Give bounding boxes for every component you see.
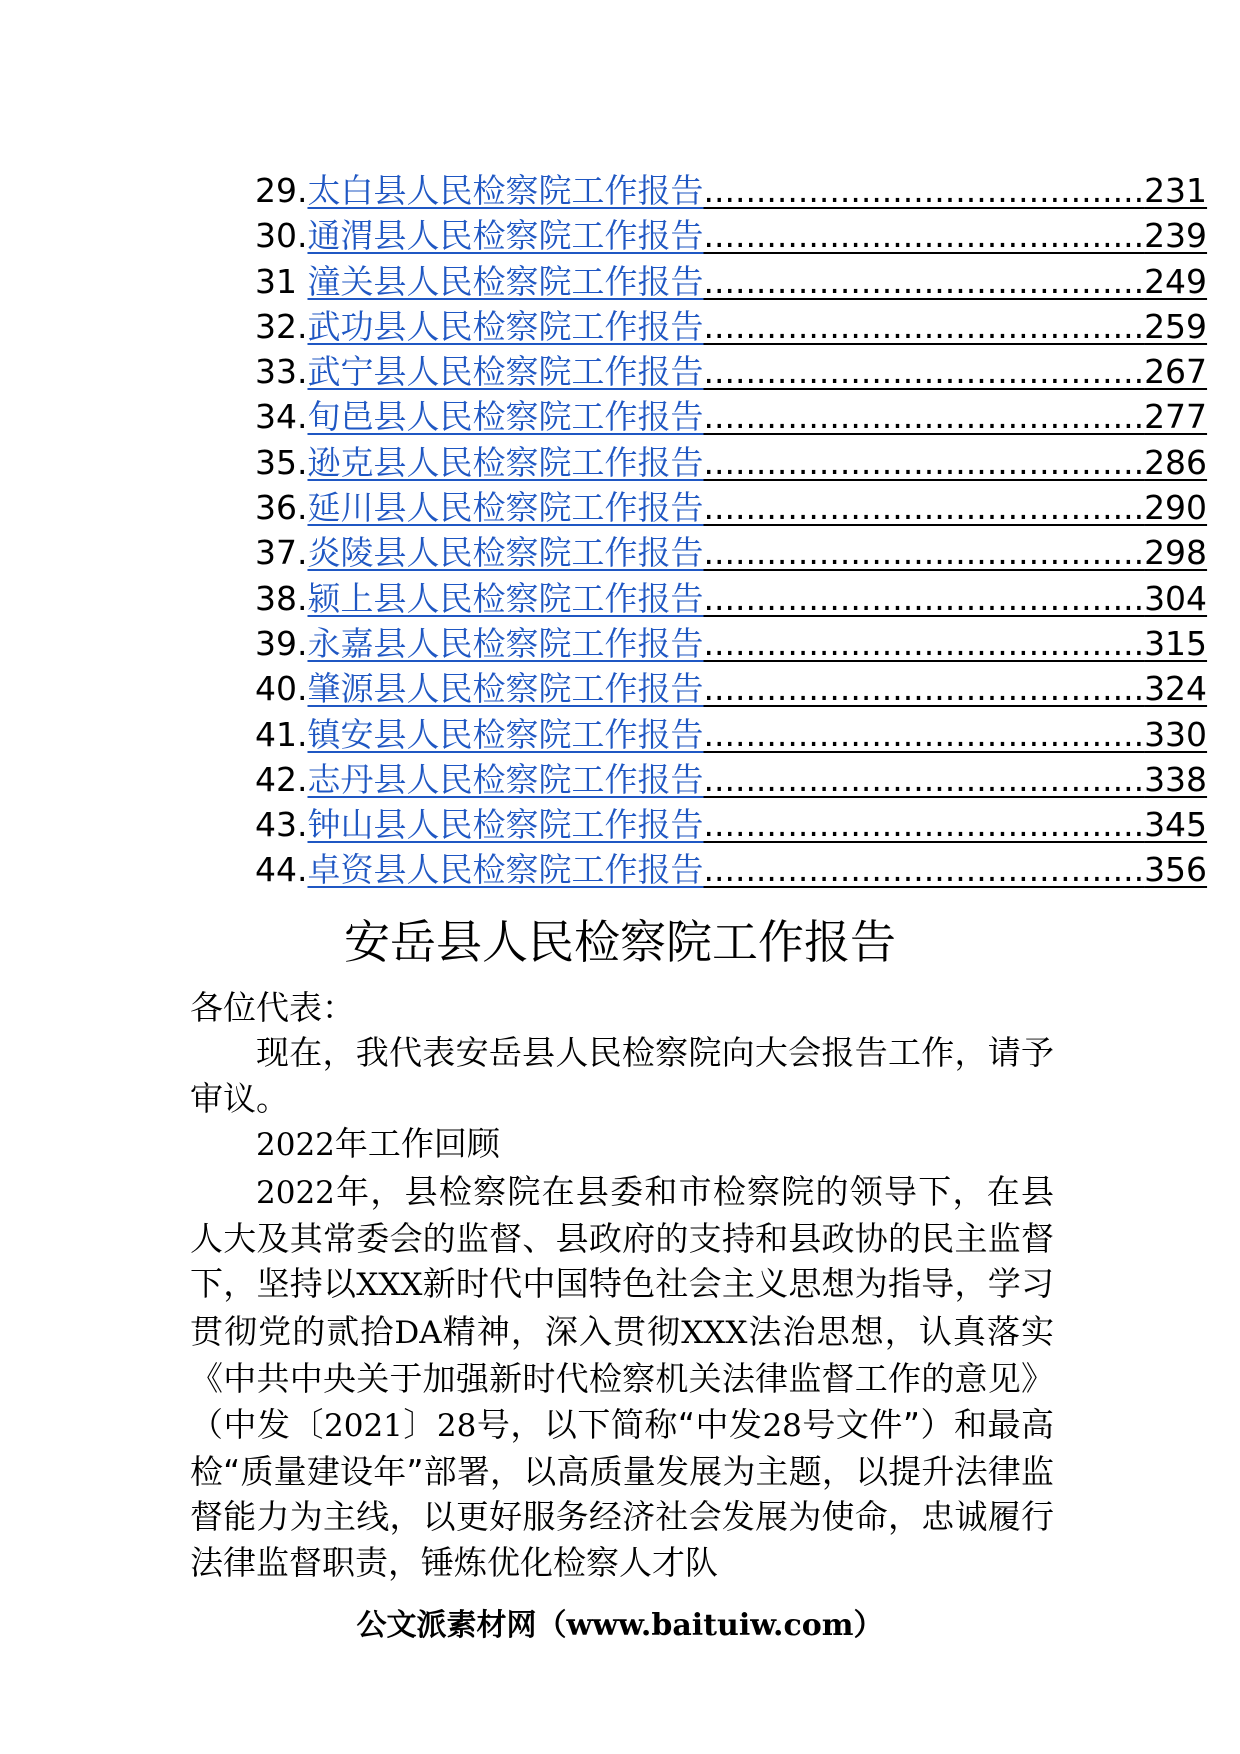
toc-leader: .......................................... <box>703 669 1145 709</box>
toc-number: 32. <box>255 306 308 346</box>
body-paragraph <box>190 1169 1054 1586</box>
toc-link[interactable]: 钟山县人民检察院工作报告 <box>307 805 704 845</box>
toc-page-number: 249 <box>1144 261 1208 301</box>
toc-entry[interactable] <box>255 847 1208 892</box>
toc-leader: .......................................... <box>703 442 1145 482</box>
paragraph-run: XXX <box>681 1314 748 1351</box>
toc-entry[interactable] <box>255 213 1208 258</box>
toc-number: 42. <box>255 759 308 799</box>
toc-entry[interactable] <box>255 757 1208 802</box>
toc-number: 30. <box>255 216 308 256</box>
toc-page-number: 239 <box>1144 216 1208 256</box>
toc-page-number: 290 <box>1144 488 1208 528</box>
toc-leader: .......................................... <box>703 306 1145 346</box>
toc-leader: .......................................... <box>703 850 1145 890</box>
document-title: 安岳县人民检察院工作报告 <box>344 915 896 969</box>
section-year: 2022 <box>256 1127 335 1164</box>
toc-link[interactable]: 镇安县人民检察院工作报告 <box>307 714 704 754</box>
toc-entry[interactable] <box>255 304 1208 349</box>
toc-entry[interactable] <box>255 485 1208 530</box>
toc-page-number: 315 <box>1144 623 1208 663</box>
toc-page-number: 345 <box>1144 805 1208 845</box>
toc-leader: .......................................... <box>703 261 1145 301</box>
document-body <box>190 985 1054 1585</box>
toc-number: 38. <box>255 578 308 618</box>
salutation: 各位代表： <box>190 988 355 1027</box>
paragraph-run: 2021 <box>324 1407 403 1444</box>
toc-link[interactable]: 潼关县人民检察院工作报告 <box>307 261 704 301</box>
toc-number: 37. <box>255 533 308 573</box>
paragraph-run: 2022 <box>256 1174 335 1211</box>
toc-leader: .......................................... <box>703 578 1145 618</box>
table-of-contents <box>255 168 1208 893</box>
toc-link[interactable]: 永嘉县人民检察院工作报告 <box>307 623 704 663</box>
toc-page-number: 286 <box>1144 442 1208 482</box>
toc-number: 43. <box>255 805 308 845</box>
paragraph-run: 法治思想，认真落实《中共中央关于加强新时代检察机关法律监督工作的意见》（中发〔 <box>190 1311 1055 1444</box>
toc-link[interactable]: 志丹县人民检察院工作报告 <box>307 759 704 799</box>
toc-number: 39. <box>255 623 308 663</box>
paragraph-run: 新时代中国特色社会主义思想为指导，学习贯彻党的贰拾 <box>190 1264 1055 1351</box>
toc-leader: .......................................... <box>703 759 1145 799</box>
toc-entry[interactable] <box>255 621 1208 666</box>
toc-leader: .......................................... <box>703 714 1145 754</box>
toc-entry[interactable] <box>255 168 1208 213</box>
toc-leader: .......................................... <box>703 533 1145 573</box>
toc-number: 33. <box>255 352 308 392</box>
toc-link[interactable]: 武宁县人民检察院工作报告 <box>307 352 704 392</box>
paragraph-run: DA <box>394 1314 442 1351</box>
paragraph-run: 号文件”）和最高检“质量建设年”部署，以高质量发展为主题，以提升法律监督能力为主线，以更好服务经济社会发展为使命，忠诚履行法律监督职责，锤炼优化检察人才队 <box>190 1404 1054 1582</box>
toc-entry[interactable] <box>255 666 1208 711</box>
toc-number: 41. <box>255 714 308 754</box>
paragraph-run: 精神，深入贯彻 <box>441 1311 682 1351</box>
toc-entry[interactable] <box>255 440 1208 485</box>
toc-entry[interactable] <box>255 530 1208 575</box>
toc-number: 36. <box>255 488 308 528</box>
toc-page-number: 277 <box>1144 397 1208 437</box>
toc-page-number: 231 <box>1144 171 1208 210</box>
footer-watermark: 公文派素材网（www.baituiw.com） <box>356 1608 884 1643</box>
toc-number: 40. <box>255 669 308 709</box>
toc-entry[interactable] <box>255 259 1208 304</box>
paragraph-run: 28 <box>436 1407 477 1444</box>
toc-page-number: 324 <box>1144 669 1208 709</box>
toc-leader: .......................................... <box>703 216 1145 256</box>
toc-link[interactable]: 延川县人民检察院工作报告 <box>307 488 704 528</box>
paragraph-run: 年，县检察院在县委和市检察院的领导下，在县人大及其常委会的监督、县政府的支持和县政协的民主监督下，坚持以 <box>190 1171 1054 1304</box>
toc-leader: .......................................... <box>703 623 1145 663</box>
toc-page-number: 338 <box>1144 759 1208 799</box>
toc-number: 31 <box>255 261 308 301</box>
toc-leader: .......................................... <box>703 352 1145 392</box>
toc-leader: .......................................... <box>703 397 1145 437</box>
toc-link[interactable]: 炎陵县人民检察院工作报告 <box>307 533 704 573</box>
toc-link[interactable]: 肇源县人民检察院工作报告 <box>307 669 704 709</box>
toc-entry[interactable] <box>255 802 1208 847</box>
toc-link[interactable]: 逊克县人民检察院工作报告 <box>307 442 704 482</box>
toc-number: 29. <box>255 171 308 210</box>
toc-link[interactable]: 武功县人民检察院工作报告 <box>307 306 704 346</box>
toc-link[interactable]: 颍上县人民检察院工作报告 <box>307 578 704 618</box>
section-heading-text: 年工作回顾 <box>334 1124 500 1164</box>
toc-entry[interactable] <box>255 712 1208 757</box>
toc-leader: .......................................... <box>703 488 1145 528</box>
section-heading <box>190 1121 1054 1168</box>
toc-number: 35. <box>255 442 308 482</box>
toc-link[interactable]: 通渭县人民检察院工作报告 <box>307 216 704 256</box>
toc-page-number: 298 <box>1144 533 1208 573</box>
paragraph-run: XXX <box>356 1267 423 1304</box>
toc-link[interactable]: 太白县人民检察院工作报告 <box>307 171 704 210</box>
toc-page-number: 330 <box>1144 714 1208 754</box>
toc-link[interactable]: 卓资县人民检察院工作报告 <box>307 850 704 890</box>
paragraph-run: 号，以下简称“中发 <box>476 1404 763 1444</box>
toc-page-number: 304 <box>1144 578 1208 618</box>
toc-link[interactable]: 旬邑县人民检察院工作报告 <box>307 397 704 437</box>
toc-page-number: 259 <box>1144 306 1208 346</box>
paragraph-run: 〕 <box>402 1404 437 1444</box>
toc-number: 34. <box>255 397 308 437</box>
paragraph-run: 28 <box>762 1407 802 1444</box>
toc-leader: .......................................... <box>703 171 1145 210</box>
toc-entry[interactable] <box>255 349 1208 394</box>
intro-paragraph: 现在，我代表安岳县人民检察院向大会报告工作，请予审议。 <box>190 1033 1054 1118</box>
toc-entry[interactable] <box>255 394 1208 439</box>
toc-leader: .......................................... <box>703 805 1145 845</box>
toc-entry[interactable] <box>255 576 1208 621</box>
toc-number: 44. <box>255 850 308 890</box>
toc-page-number: 356 <box>1144 850 1208 890</box>
toc-page-number: 267 <box>1144 352 1208 392</box>
